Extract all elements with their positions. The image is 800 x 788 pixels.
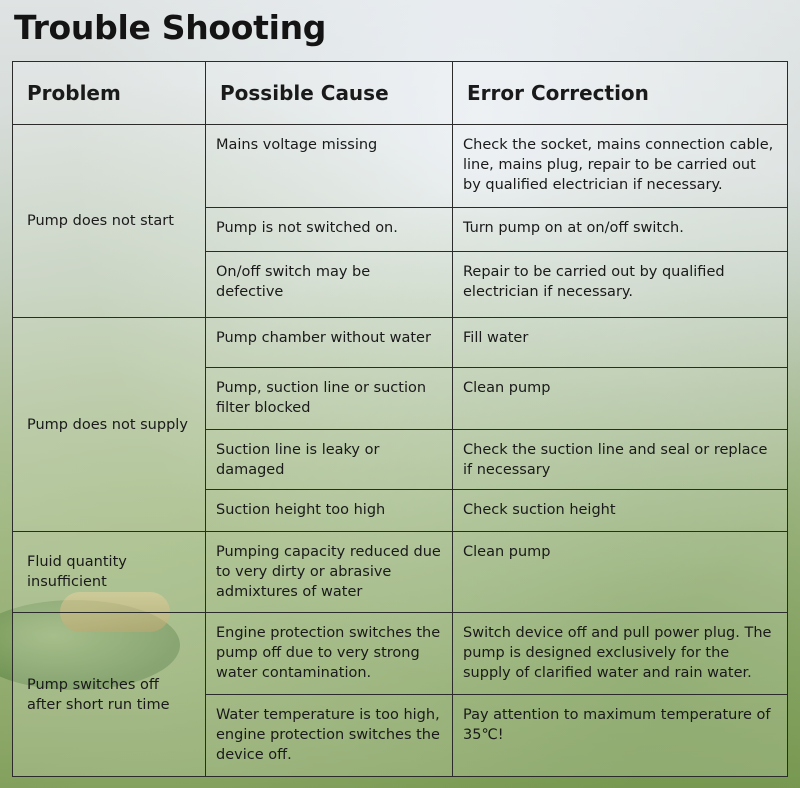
correction-cell: Turn pump on at on/off switch. <box>453 208 788 252</box>
cause-cell: Engine protection switches the pump off due to very strong water contamination. <box>206 613 453 695</box>
correction-cell: Clean pump <box>453 532 788 613</box>
table-row <box>13 613 788 695</box>
problem-cell: Pump switches off after short run time <box>13 613 206 777</box>
table-row <box>13 318 788 368</box>
cause-cell: Pumping capacity reduced due to very dirty or abrasive admixtures of water <box>206 532 453 613</box>
table-row <box>13 532 788 613</box>
header-problem: Problem <box>13 62 206 125</box>
problem-cell: Fluid quantity insufficient <box>13 532 206 613</box>
cause-cell: Water temperature is too high, engine protection switches the device off. <box>206 695 453 777</box>
cause-cell: Pump, suction line or suction filter blocked <box>206 368 453 430</box>
correction-cell: Repair to be carried out by qualified electrician if necessary. <box>453 252 788 318</box>
cause-cell: Suction line is leaky or damaged <box>206 430 453 490</box>
cause-cell: Mains voltage missing <box>206 125 453 208</box>
problem-cell: Pump does not supply <box>13 318 206 532</box>
troubleshooting-table <box>12 61 788 777</box>
cause-cell: Pump chamber without water <box>206 318 453 368</box>
correction-cell: Check suction height <box>453 490 788 532</box>
correction-cell: Switch device off and pull power plug. The pump is designed exclusively for the supply of clarified water and rain water. <box>453 613 788 695</box>
correction-cell: Check the socket, mains connection cable, line, mains plug, repair to be carried out by qualified electrician if necessary. <box>453 125 788 208</box>
cause-cell: Pump is not switched on. <box>206 208 453 252</box>
correction-cell: Clean pump <box>453 368 788 430</box>
page-title: Trouble Shooting <box>14 8 327 47</box>
header-error-correction: Error Correction <box>453 62 788 125</box>
table-row <box>13 125 788 208</box>
table-header-row <box>13 62 788 125</box>
cause-cell: On/off switch may be defective <box>206 252 453 318</box>
correction-cell: Pay attention to maximum temperature of 35℃! <box>453 695 788 777</box>
problem-cell: Pump does not start <box>13 125 206 318</box>
correction-cell: Fill water <box>453 318 788 368</box>
correction-cell: Check the suction line and seal or replace if necessary <box>453 430 788 490</box>
header-possible-cause: Possible Cause <box>206 62 453 125</box>
cause-cell: Suction height too high <box>206 490 453 532</box>
